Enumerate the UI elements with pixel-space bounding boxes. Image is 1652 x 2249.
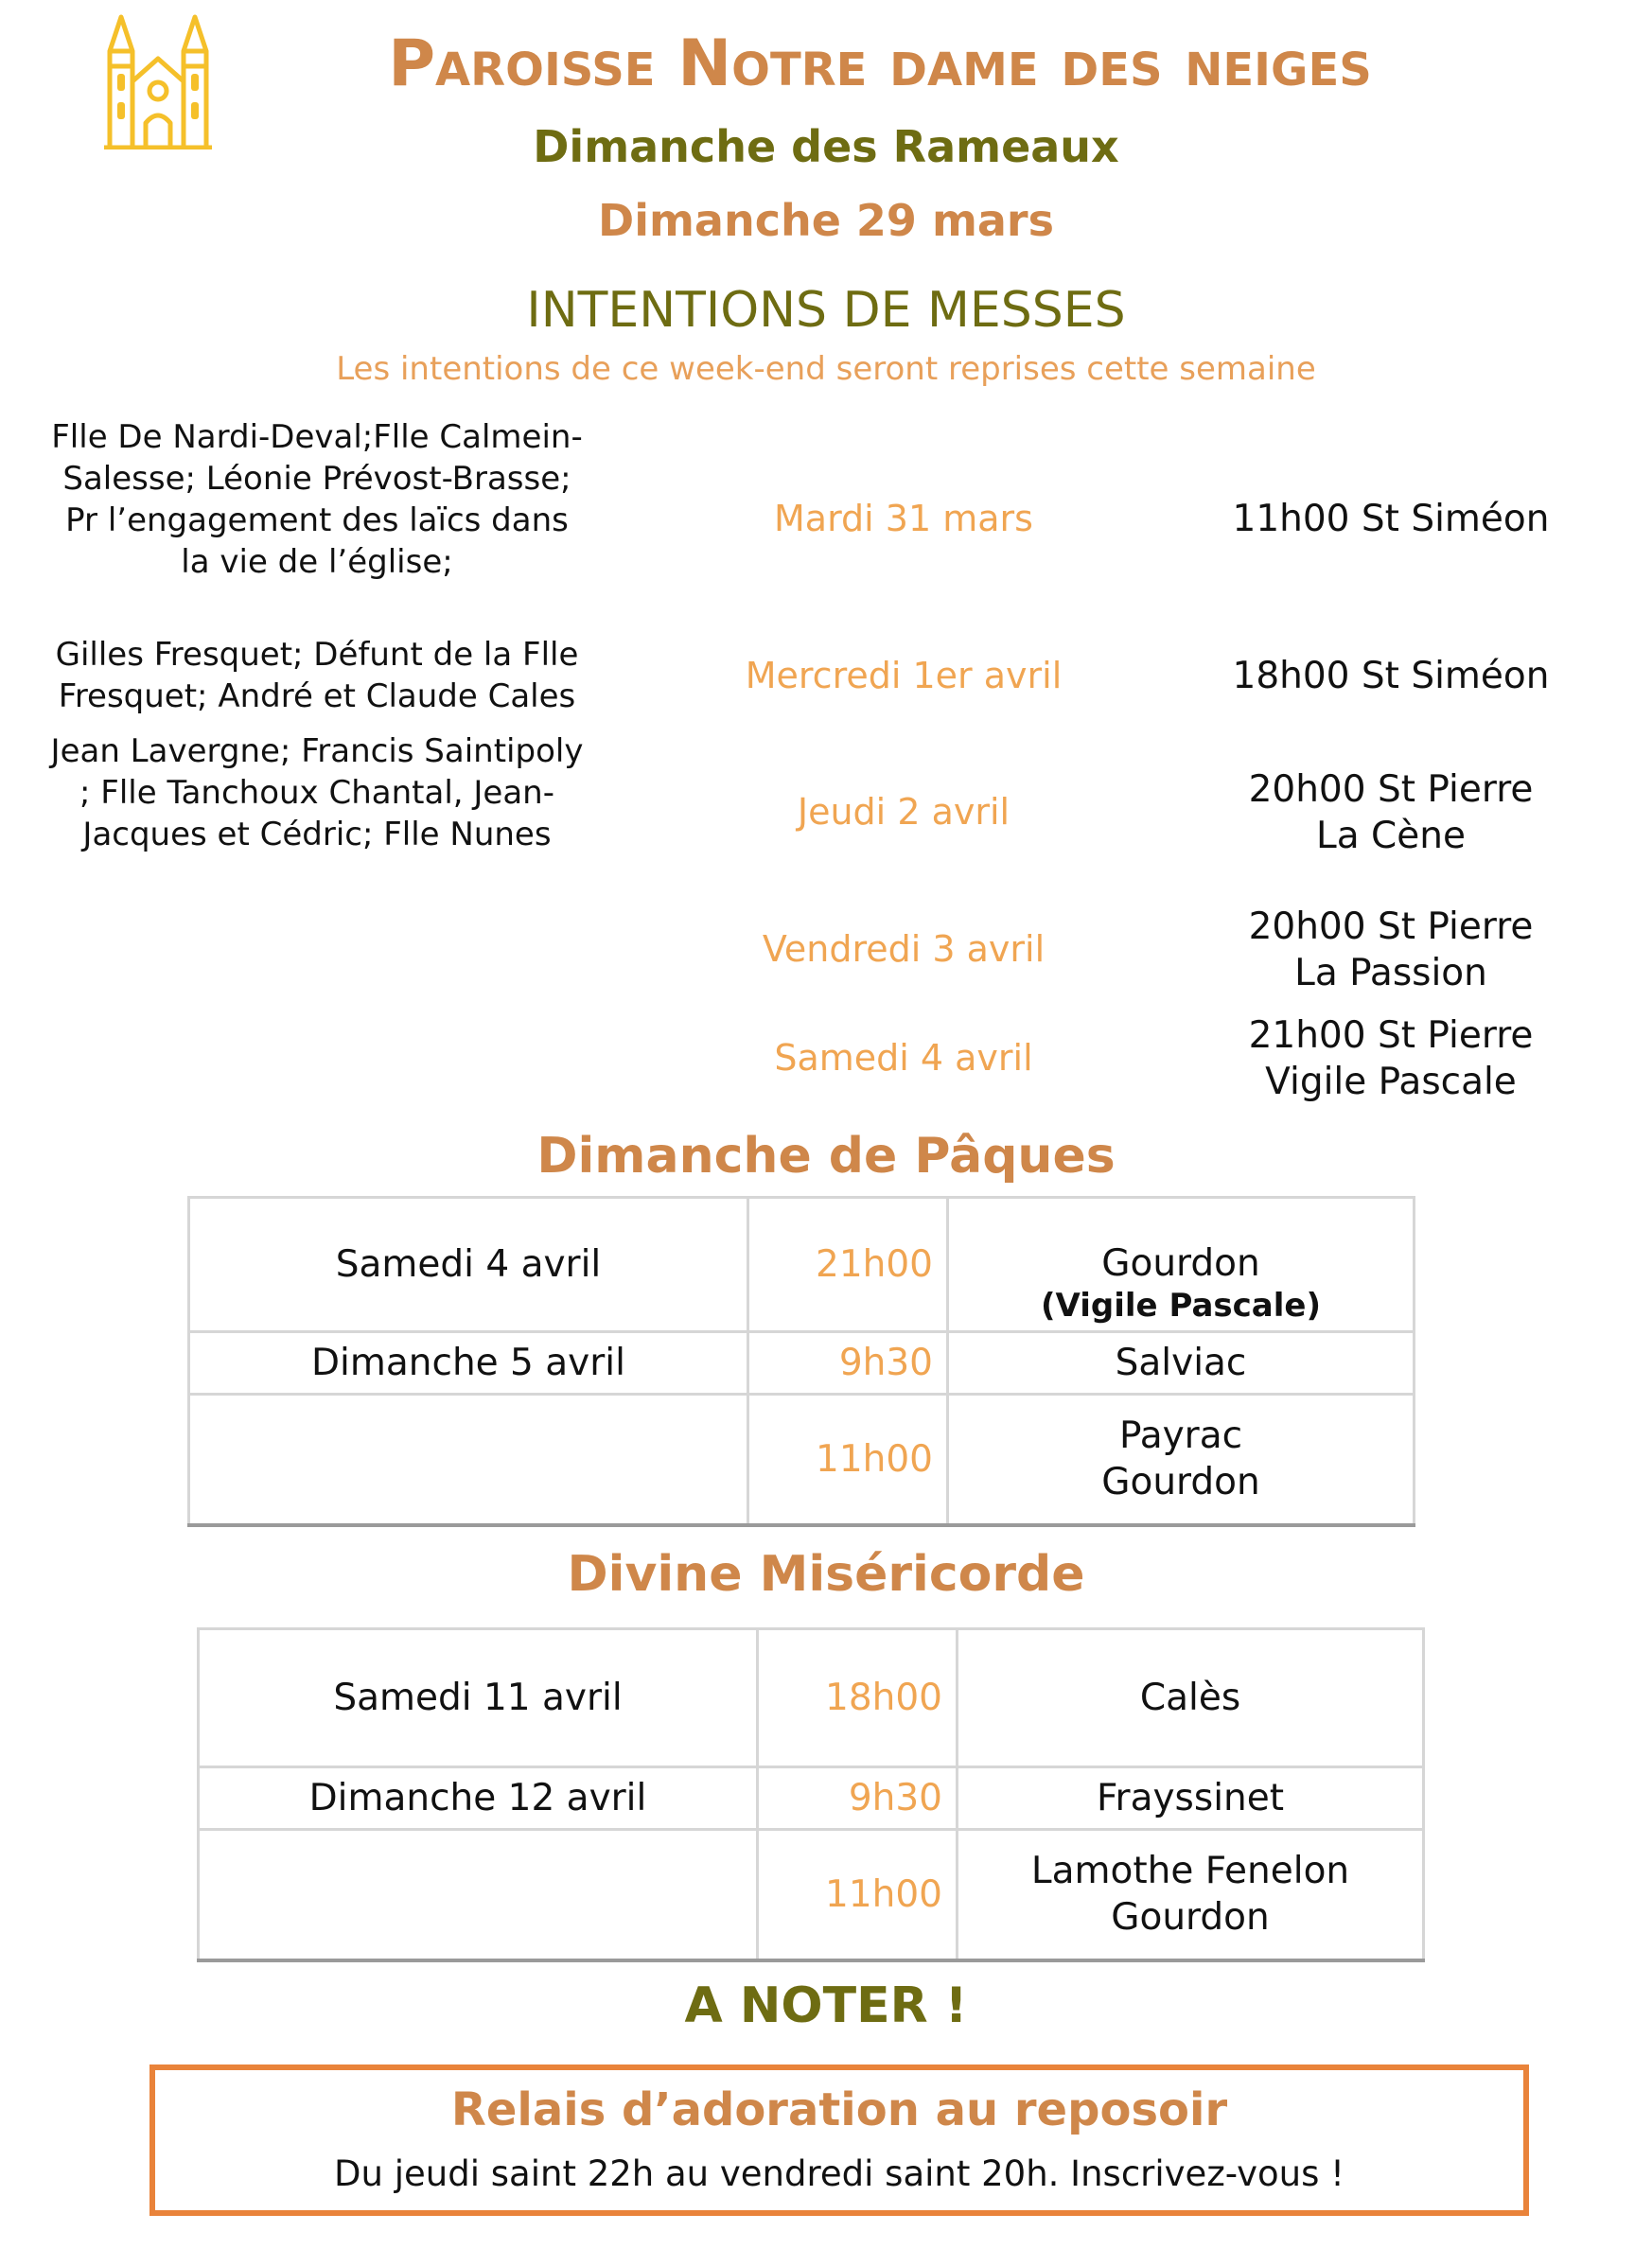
intention-line: ; Flle Tanchoux Chantal, Jean- [79,774,554,812]
intention-names [19,416,615,583]
table-row [199,1767,1424,1830]
place-cell [958,1629,1424,1767]
notice-title: Relais d’adoration au reposoir [450,2083,1228,2136]
intention-line: Jacques et Cédric; Flle Nunes [82,816,552,853]
place-line: 18h00 St Siméon [1232,655,1550,697]
place-line: Gourdon [1101,1461,1260,1504]
place-line: 11h00 St Siméon [1232,498,1550,540]
intention-line: Jean Lavergne; Francis Saintipoly [50,732,584,770]
time-cell: 18h00 [758,1629,958,1767]
place-line: Lamothe Fenelon [1030,1850,1350,1893]
place-cell [958,1767,1424,1830]
intention-day: Jeudi 2 avril [797,791,1011,833]
easter-section-title: Dimanche de Pâques [536,1128,1116,1185]
intention-names [19,730,615,855]
place-line: Calès [1139,1677,1241,1719]
time-cell: 9h30 [758,1767,958,1830]
place-line: Frayssinet [1096,1777,1285,1819]
table-row [189,1395,1415,1525]
intention-day: Samedi 4 avril [774,1037,1033,1079]
place-line: La Cène [1316,815,1466,857]
day-cell: Samedi 11 avril [199,1629,758,1767]
intention-place [1164,904,1618,996]
place-cell [958,1830,1424,1960]
time-cell: 11h00 [748,1395,948,1525]
mercy-schedule-table [197,1627,1425,1962]
place-cell [948,1395,1415,1525]
place-line: 20h00 St Pierre [1248,905,1534,948]
intention-day: Mardi 31 mars [774,498,1033,539]
intention-names [19,634,615,717]
intention-line: Pr l’engagement des laïcs dans [65,501,569,539]
easter-schedule-table [187,1196,1415,1527]
intention-day: Vendredi 3 avril [762,928,1046,970]
intention-line: la vie de l’église; [181,543,453,581]
place-line: Gourdon [1111,1896,1270,1940]
intention-line: Fresquet; André et Claude Cales [58,677,576,715]
parish-title: Paroisse Notre dame des neiges [388,26,1372,101]
table-row [199,1830,1424,1960]
intentions-heading: INTENTIONS DE MESSES [526,282,1126,339]
place-line: Payrac [1118,1414,1243,1458]
intentions-subheading: Les intentions de ce week-end seront reprises cette semaine [336,350,1316,388]
intention-line: Gilles Fresquet; Défunt de la Flle [55,636,579,674]
intention-line: Salesse; Léonie Prévost-Brasse; [62,460,571,498]
table-row [189,1332,1415,1395]
adoration-notice-box [149,2065,1529,2216]
day-cell: Dimanche 12 avril [199,1767,758,1830]
time-cell: 9h30 [748,1332,948,1395]
place-line: 21h00 St Pierre [1248,1014,1534,1057]
bulletin-date: Dimanche 29 mars [598,195,1054,246]
table-row [189,1198,1415,1332]
notice-text: Du jeudi saint 22h au vendredi saint 20h. Inscrivez-vous ! [334,2153,1344,2194]
intention-place [1164,1012,1618,1105]
day-cell: Dimanche 5 avril [189,1332,748,1395]
place-line: La Passion [1294,952,1487,994]
place-line: 20h00 St Pierre [1248,768,1534,811]
time-cell: 11h00 [758,1830,958,1960]
intention-place [1164,766,1618,859]
day-cell [189,1395,748,1525]
place-line: Salviac [1115,1342,1247,1384]
place-line: Gourdon [1101,1242,1260,1285]
vigil-note: (Vigile Pascale) [1041,1287,1321,1325]
note-heading: A NOTER ! [684,1977,968,2034]
day-cell: Samedi 4 avril [189,1198,748,1332]
intention-day: Mercredi 1er avril [745,655,1063,696]
table-row [199,1629,1424,1767]
liturgical-day: Dimanche des Rameaux [533,121,1119,172]
place-cell [948,1332,1415,1395]
day-cell [199,1830,758,1960]
intention-line: Flle De Nardi-Deval;Flle Calmein- [51,418,583,456]
place-cell [948,1198,1415,1332]
mercy-section-title: Divine Miséricorde [567,1546,1085,1603]
place-line: Vigile Pascale [1265,1061,1517,1103]
intention-place [1164,653,1618,699]
intention-place [1164,496,1618,542]
time-cell: 21h00 [748,1198,948,1332]
